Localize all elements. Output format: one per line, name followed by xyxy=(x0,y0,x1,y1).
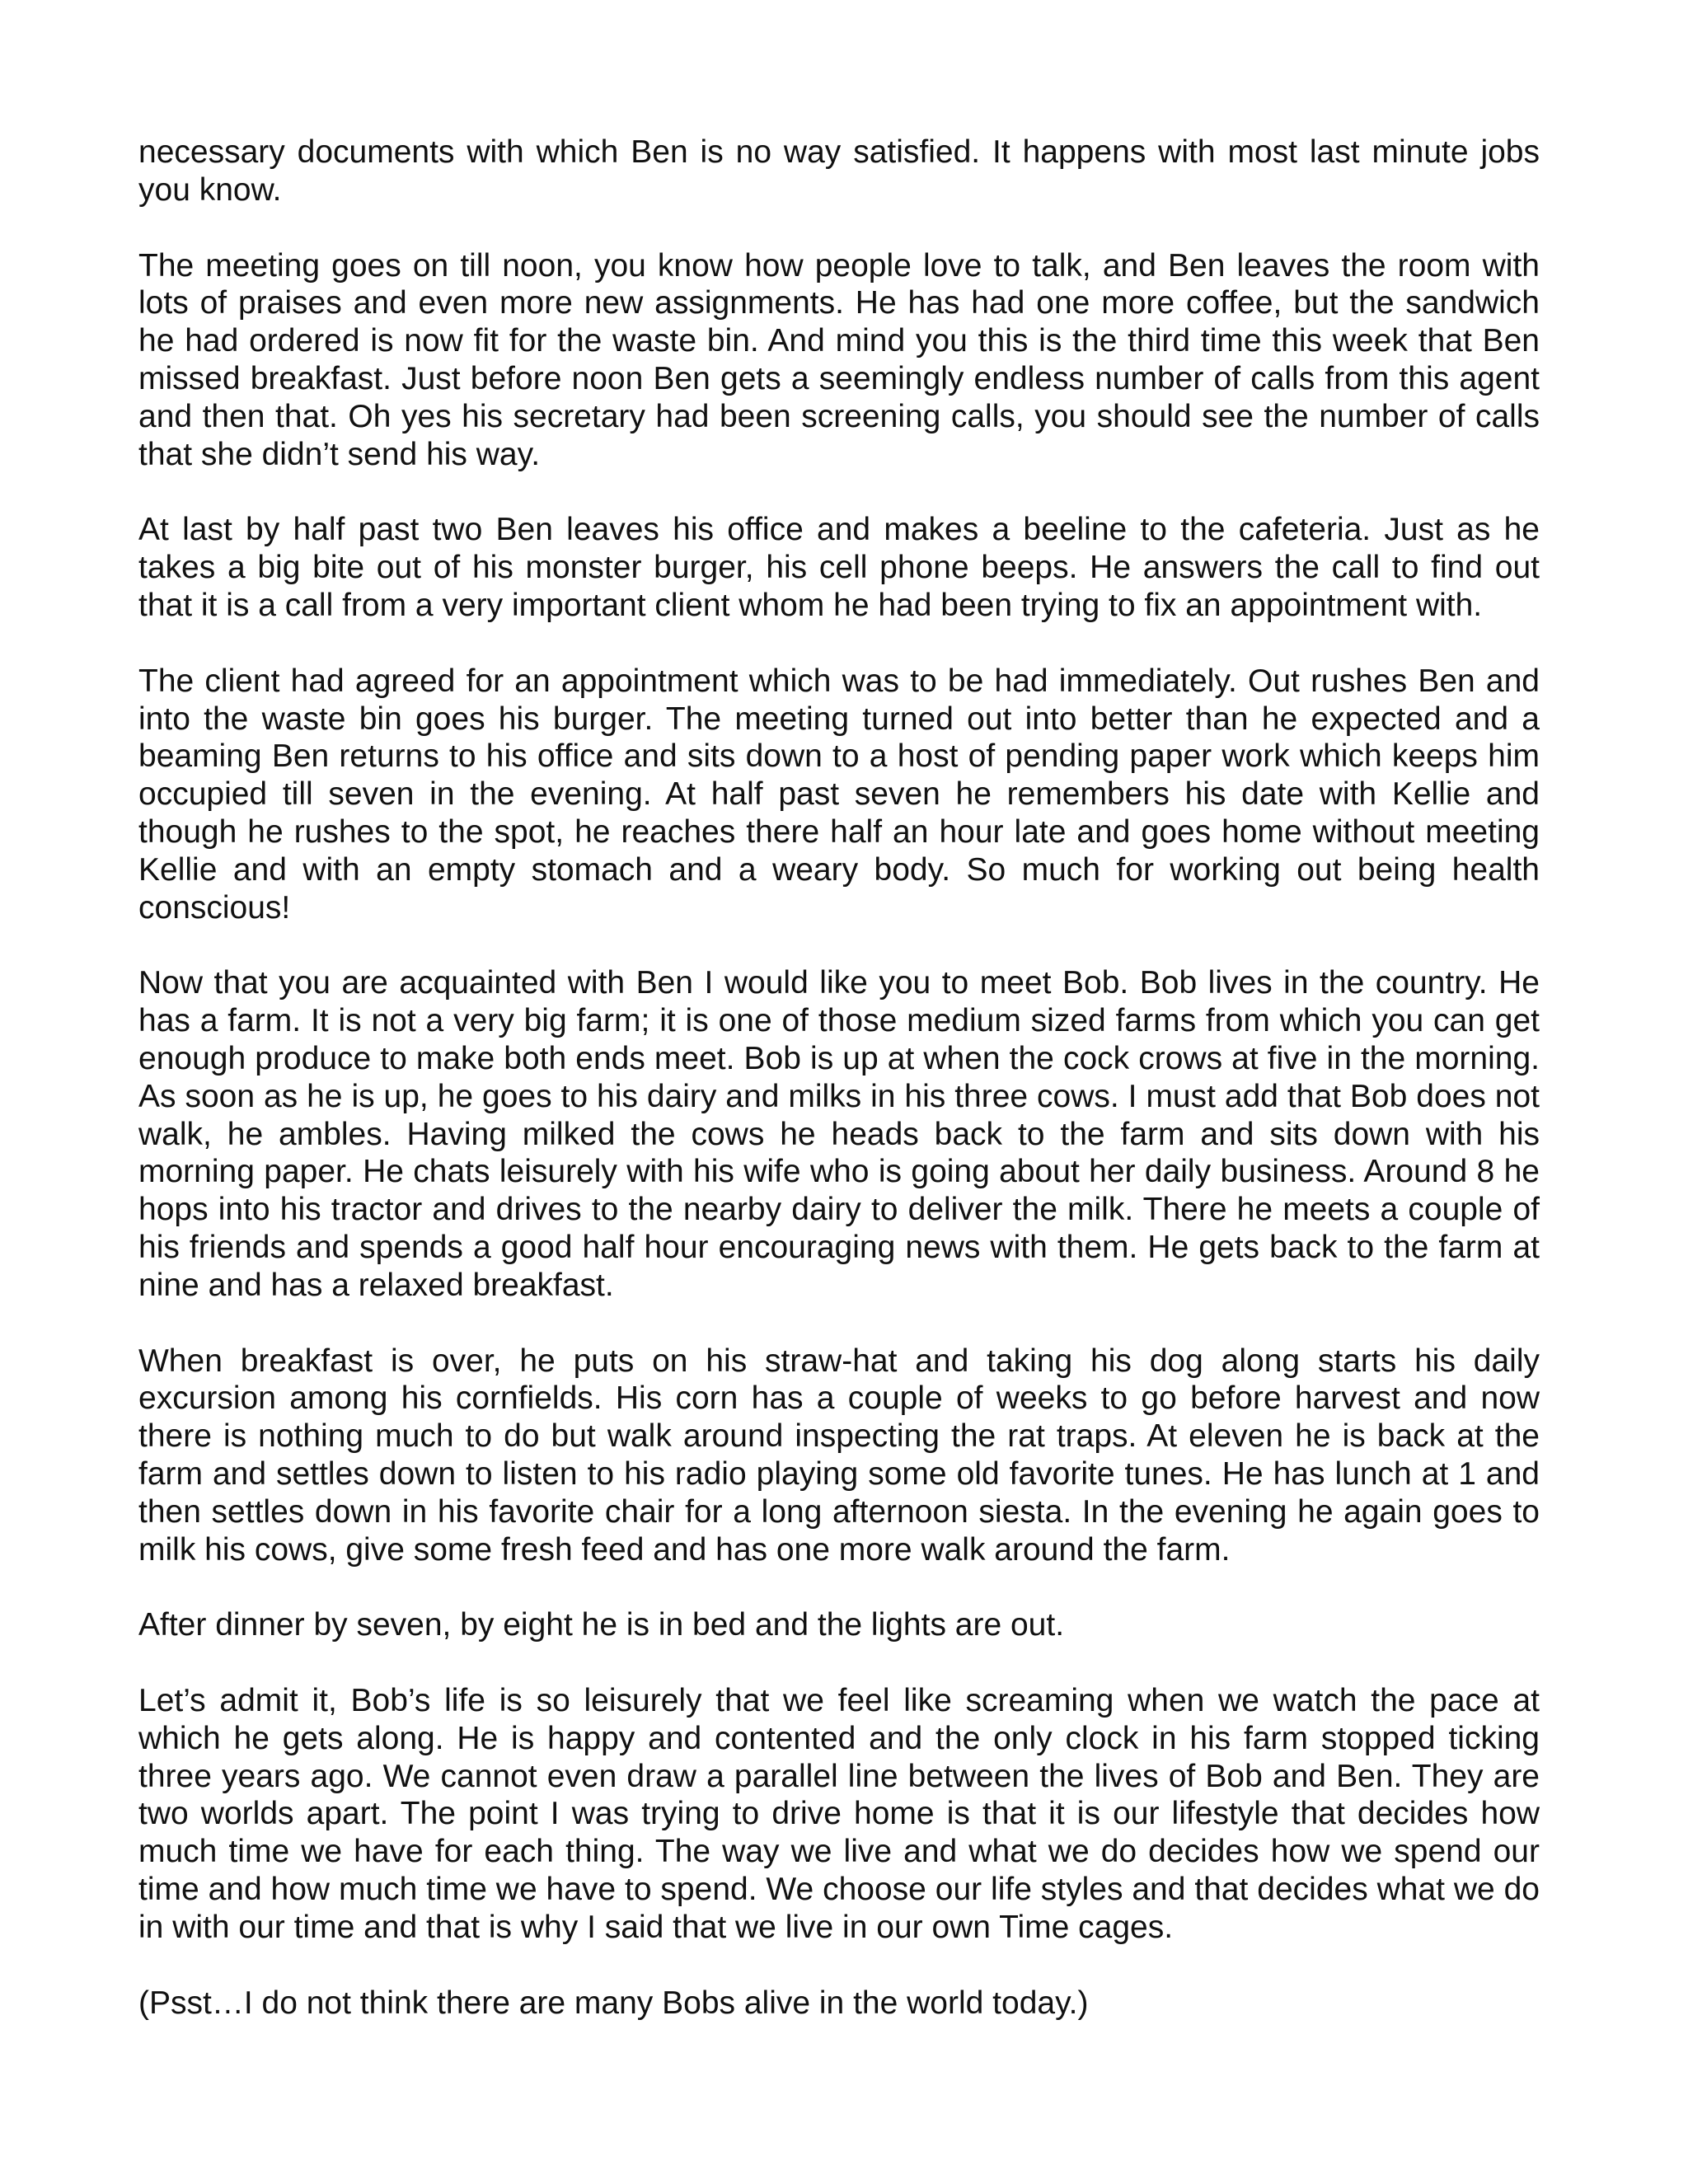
paragraph-1: necessary documents with which Ben is no way satisfied. It happens with most last minute jobs you know. xyxy=(138,134,1540,208)
paragraph-4: The client had agreed for an appointment which was to be had immediately. Out rushes Ben and into the waste bin goes his burger. The meeting turned out into better than he expected and a beaming Ben returns to his office and sits down to a host of pending paper work which keeps him occupied till seven in the evening. At half past seven he remembers his date with Kellie and though he rushes to the spot, he reaches there half an hour late and goes home without meeting Kellie and with an empty stomach and a weary body. So much for working out being health conscious! xyxy=(138,663,1540,926)
paragraph-9: (Psst…I do not think there are many Bobs alive in the world today.) xyxy=(138,1985,1089,2021)
paragraph-7: After dinner by seven, by eight he is in bed and the lights are out. xyxy=(138,1607,1065,1643)
document-page xyxy=(138,134,1540,2060)
paragraph-3: At last by half past two Ben leaves his office and makes a beeline to the cafeteria. Just as he takes a big bite out of his monster burger, his cell phone beeps. He answers the call to find out that it is a call from a very important client whom he had been trying to fix an appointment with. xyxy=(138,512,1540,623)
paragraph-5: Now that you are acquainted with Ben I would like you to meet Bob. Bob lives in the country. He has a farm. It is not a very big farm; it is one of those medium sized farms from which you can get enough produce to make both ends meet. Bob is up at when the cock crows at five in the morning. As soon as he is up, he goes to his dairy and milks in his three cows. I must add that Bob does not walk, he ambles. Having milked the cows he heads back to the farm and sits down with his morning paper. He chats leisurely with his wife who is going about her daily business. Around 8 he hops into his tractor and drives to the nearby dairy to deliver the milk. There he meets a couple of his friends and spends a good half hour encouraging news with them. He gets back to the farm at nine and has a relaxed breakfast. xyxy=(138,965,1540,1303)
paragraph-6: When breakfast is over, he puts on his straw-hat and taking his dog along starts his daily excursion among his cornfields. His corn has a couple of weeks to go before harvest and now there is nothing much to do but walk around inspecting the rat traps. At eleven he is back at the farm and settles down to listen to his radio playing some old favorite tunes. He has lunch at 1 and then settles down in his favorite chair for a long afternoon siesta. In the evening he again goes to milk his cows, give some fresh feed and has one more walk around the farm. xyxy=(138,1343,1540,1568)
paragraph-8: Let’s admit it, Bob’s life is so leisurely that we feel like screaming when we watch the pace at which he gets along. He is happy and contented and the only clock in his farm stopped ticking three years ago. We cannot even draw a parallel line between the lives of Bob and Ben. They are two worlds apart. The point I was trying to drive home is that it is our lifestyle that decides how much time we have for each thing. The way we live and what we do decides how we spend our time and how much time we have to spend. We choose our life styles and that decides what we do in with our time and that is why I said that we live in our own Time cages. xyxy=(138,1683,1540,1945)
paragraph-2: The meeting goes on till noon, you know how people love to talk, and Ben leaves the room with lots of praises and even more new assignments. He has had one more coffee, but the sandwich he had ordered is now fit for the waste bin. And mind you this is the third time this week that Ben missed breakfast. Just before noon Ben gets a seemingly endless number of calls from this agent and then that. Oh yes his secretary had been screening calls, you should see the number of calls that she didn’t send his way. xyxy=(138,247,1540,472)
